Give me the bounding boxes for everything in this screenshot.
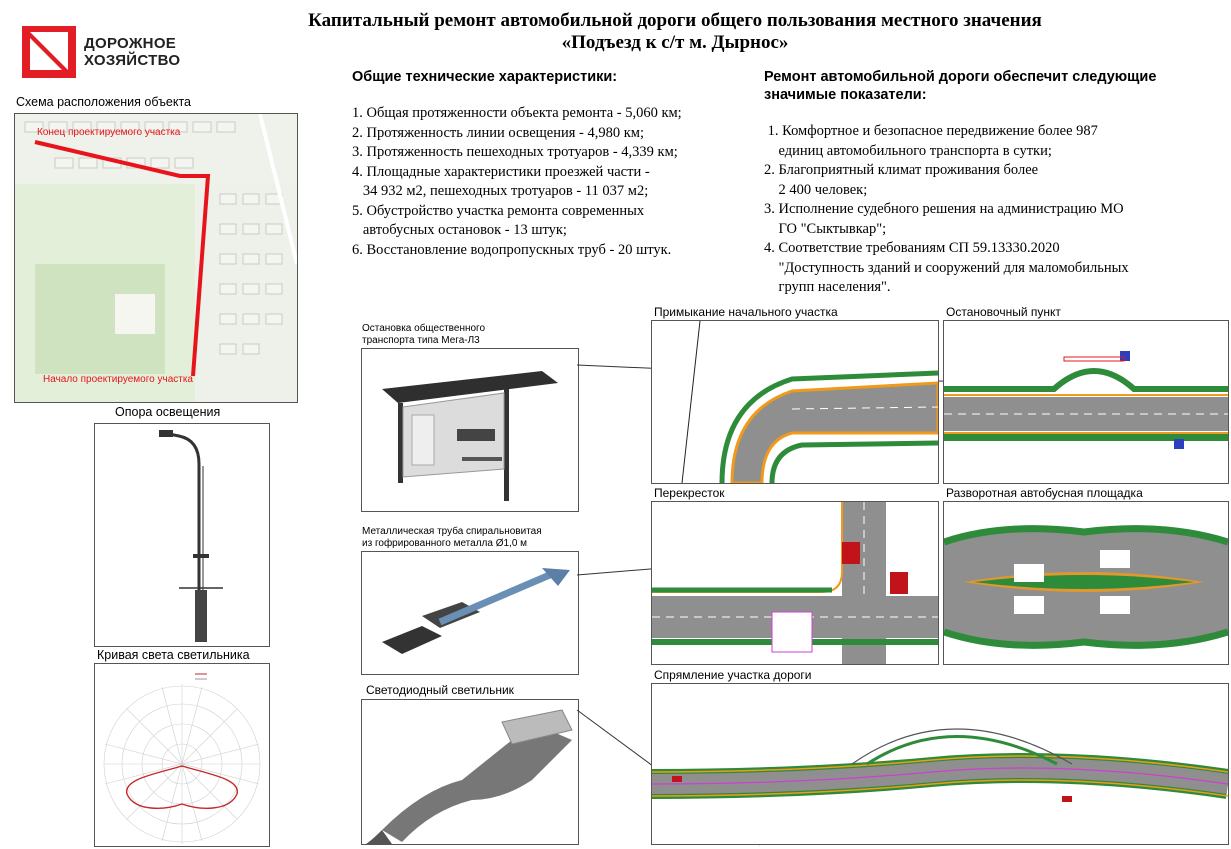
map-end-label: Конец проектируемого участка: [37, 127, 181, 138]
pole-caption: Опора освещения: [115, 405, 221, 419]
curve-caption: Кривая света светильника: [97, 648, 250, 662]
tech-item: 5. Обустройство участка ремонта современных: [352, 202, 645, 219]
tech-item: 34 932 м2, пешеходных тротуаров - 11 037 м2;: [352, 183, 649, 199]
result-item: групп населения".: [764, 279, 891, 295]
plan-label-crossroad: Перекресток: [654, 486, 725, 500]
result-item: 3. Исполнение судебного решения на администрацию МО: [764, 201, 1124, 217]
tech-item: 1. Общая протяженности объекта ремонта - 5,060 км;: [352, 105, 682, 121]
plan-junction: [651, 320, 939, 484]
stop-caption: Остановка общественного транспорта типа Мега-Л3: [362, 323, 486, 346]
title-line-1: Капитальный ремонт автомобильной дороги общего пользования местного значения: [308, 10, 1042, 31]
map-start-label: Начало проектируемого участка: [43, 374, 193, 385]
title-line-2: «Подъезд к с/т м. Дырнос»: [561, 32, 789, 53]
lamp-caption: Светодиодный светильник: [366, 683, 514, 697]
tech-item: 3. Протяженность пешеходных тротуаров - 4,339 км;: [352, 144, 678, 160]
result-item: 2. Благоприятный климат проживания более: [764, 162, 1039, 178]
logo-text: ДОРОЖНОЕ ХОЗЯЙСТВО: [84, 35, 181, 69]
results-heading-2: значимые показатели:: [764, 87, 927, 103]
plan-straightening: [651, 683, 1229, 845]
tech-item: 6. Восстановление водопропускных труб - 20 штук.: [352, 241, 672, 258]
result-item: 1. Комфортное и безопасное передвижение более 987: [764, 123, 1098, 139]
plan-bus-stop: [943, 320, 1229, 484]
pipe-caption: Металлическая труба спиральновитая из гофрированного металла Ø1,0 м: [362, 526, 542, 549]
result-item: 2 400 человек;: [764, 181, 868, 198]
result-item: единиц автомобильного транспорта в сутки;: [764, 142, 1052, 159]
scheme-caption: Схема расположения объекта: [16, 95, 191, 109]
tech-item: автобусных остановок - 13 штук;: [352, 222, 567, 238]
plan-turnaround: [943, 501, 1229, 665]
plan-label-turnaround: Разворотная автобусная площадка: [946, 486, 1143, 500]
tech-item: 4. Площадные характеристики проезжей части -: [352, 163, 650, 180]
plan-label-straightening: Спрямление участка дороги: [654, 668, 812, 682]
results-heading-1: Ремонт автомобильной дороги обеспечит следующие: [764, 69, 1157, 85]
plan-crossroad: [651, 501, 939, 665]
tech-item: 2. Протяженность линии освещения - 4,980 км;: [352, 124, 645, 141]
tech-heading: Общие технические характеристики:: [352, 69, 618, 85]
plan-label-junction: Примыкание начального участка: [654, 305, 838, 319]
plan-label-stop: Остановочный пункт: [946, 305, 1061, 319]
result-item: ГО "Сыктывкар";: [764, 220, 887, 237]
result-item: 4. Соответствие требованиям СП 59.13330.2020: [764, 240, 1060, 256]
result-item: "Доступность зданий и сооружений для маломобильных: [764, 259, 1129, 276]
